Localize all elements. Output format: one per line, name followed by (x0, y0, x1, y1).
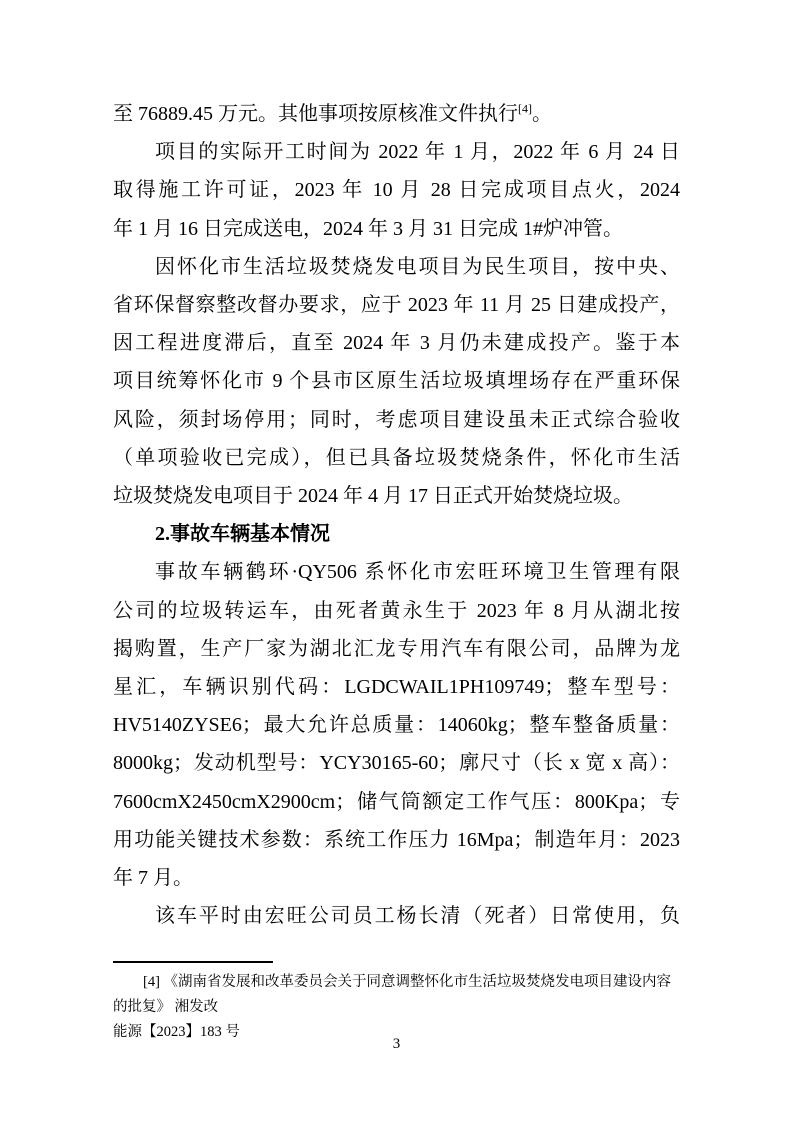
body-line: 年 1 月 16 日完成送电，2024 年 3 月 31 日完成 1#炉冲管。 (113, 217, 623, 240)
document-body (113, 95, 680, 935)
footnote-line: 能源【2023】183 号 (113, 1024, 240, 1040)
body-line: 7600cmX2450cmX2900cm；储气筒额定工作气压：800Kpa；专 (113, 790, 680, 813)
body-line: 项目的实际开工时间为 2022 年 1 月，2022 年 6 月 24 日 (155, 141, 680, 164)
body-line: （单项验收已完成），但已具备垃圾焚烧条件，怀化市生活 (113, 446, 680, 469)
footnote-reference: [4] (518, 101, 532, 116)
body-line: 用功能关键技术参数：系统工作压力 16Mpa；制造年月：2023 (113, 828, 680, 851)
body-line: 该车平时由宏旺公司员工杨长清（死者）日常使用，负 (155, 905, 680, 928)
body-line: 公司的垃圾转运车，由死者黄永生于 2023 年 8 月从湖北按 (113, 599, 680, 622)
body-line: 垃圾焚烧发电项目于 2024 年 4 月 17 日正式开始焚烧垃圾。 (113, 485, 633, 508)
section-heading: 2.事故车辆基本情况 (155, 523, 330, 546)
body-line: 8000kg；发动机型号：YCY30165-60；廓尺寸（长 x 宽 x 高）： (113, 752, 680, 775)
body-line: 事故车辆鹤环·QY506 系怀化市宏旺环境卫生管理有限 (155, 561, 680, 584)
body-line: 星汇，车辆识别代码：LGDCWAIL1PH109749；整车型号： (113, 676, 680, 699)
body-line: 省环保督察整改督办要求，应于 2023 年 11 月 25 日建成投产， (113, 294, 680, 317)
body-line (113, 95, 680, 133)
body-line: 揭购置，生产厂家为湖北汇龙专用汽车有限公司，品牌为龙 (113, 637, 680, 660)
body-text: 。 (532, 103, 552, 125)
footnote-area (113, 961, 680, 1045)
page-number: 3 (392, 1036, 401, 1052)
body-line: 风险，须封场停用；同时，考虑项目建设虽未正式综合验收 (113, 408, 680, 431)
body-line: 因工程进度滞后，直至 2024 年 3 月仍未建成投产。鉴于本 (113, 332, 680, 355)
footnote-separator (113, 961, 273, 963)
body-line: 因怀化市生活垃圾焚烧发电项目为民生项目，按中央、 (155, 255, 680, 278)
body-line: HV5140ZYSE6；最大允许总质量：14060kg；整车整备质量： (113, 714, 680, 737)
body-line: 项目统筹怀化市 9 个县市区原生活垃圾填埋场存在严重环保 (113, 370, 680, 393)
body-line: 年 7 月。 (113, 867, 193, 890)
footnote-line: [4] 《湖南省发展和改革委员会关于同意调整怀化市生活垃圾焚烧发电项目建设内容的批复》 湘发改 (113, 974, 672, 1015)
body-line: 取得施工许可证，2023 年 10 月 28 日完成项目点火，2024 (113, 179, 680, 202)
body-text: 至 76889.45 万元。其他事项按原核准文件执行 (113, 103, 518, 125)
